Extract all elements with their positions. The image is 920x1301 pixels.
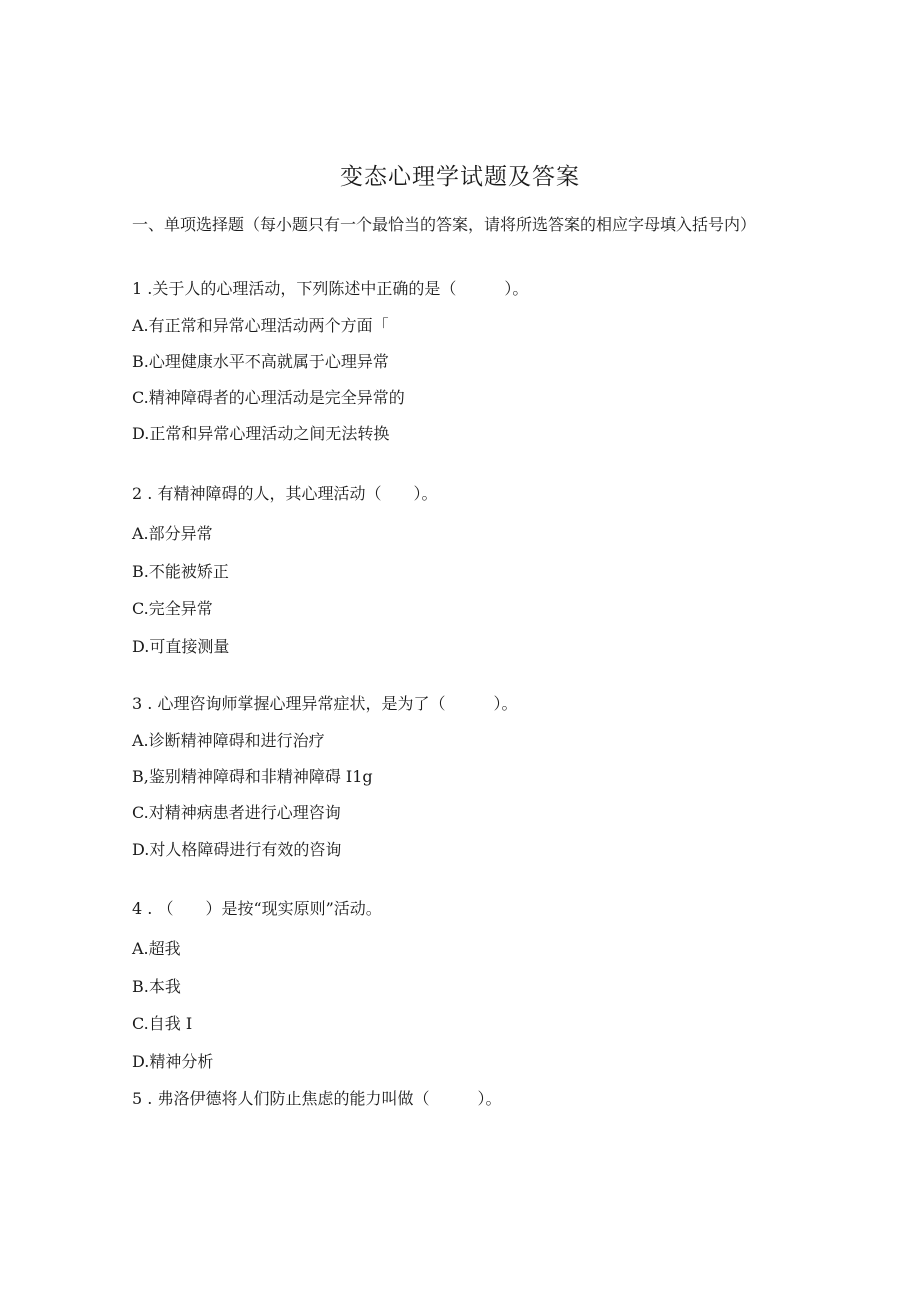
question-3-option-d: D.对人格障碍进行有效的咨询 [132, 840, 342, 859]
question-1-option-d: D.正常和异常心理活动之间无法转换 [132, 424, 390, 443]
question-3-option-c: C.对精神病患者进行心理咨询 [132, 803, 341, 822]
question-1-option-a: A.有正常和异常心理活动两个方面「 [132, 316, 389, 335]
question-2-option-a: A.部分异常 [132, 524, 213, 543]
question-4-stem: 4 . （ ）是按“现实原则”活动。 [132, 899, 382, 918]
question-1-option-b: B.心理健康水平不高就属于心理异常 [132, 352, 389, 371]
question-2-stem: 2 . 有精神障碍的人，其心理活动（ ）。 [132, 484, 438, 503]
question-5-stem: 5 . 弗洛伊德将人们防止焦虑的能力叫做（ ）。 [132, 1089, 502, 1108]
page-title: 变态心理学试题及答案 [340, 164, 580, 190]
question-3-option-a: A.诊断精神障碍和进行治疗 [132, 731, 325, 750]
section-heading: 一、单项选择题（每小题只有一个最恰当的答案，请将所选答案的相应字母填入括号内） [132, 215, 757, 234]
question-2-option-b: B.不能被矫正 [132, 562, 229, 581]
question-3-option-b: B,鉴别精神障碍和非精神障碍 I1g [132, 767, 373, 786]
question-1-stem: 1 .关于人的心理活动，下列陈述中正确的是（ ）。 [132, 279, 529, 298]
question-3-stem: 3 . 心理咨询师掌握心理异常症状，是为了（ ）。 [132, 694, 518, 713]
question-4-option-c: C.自我 I [132, 1014, 193, 1033]
question-4-option-a: A.超我 [132, 939, 181, 958]
question-4-option-b: B.本我 [132, 977, 181, 996]
question-4-option-d: D.精神分析 [132, 1052, 214, 1071]
question-2-option-d: D.可直接测量 [132, 637, 230, 656]
question-1-option-c: C.精神障碍者的心理活动是完全异常的 [132, 388, 405, 407]
question-2-option-c: C.完全异常 [132, 599, 213, 618]
